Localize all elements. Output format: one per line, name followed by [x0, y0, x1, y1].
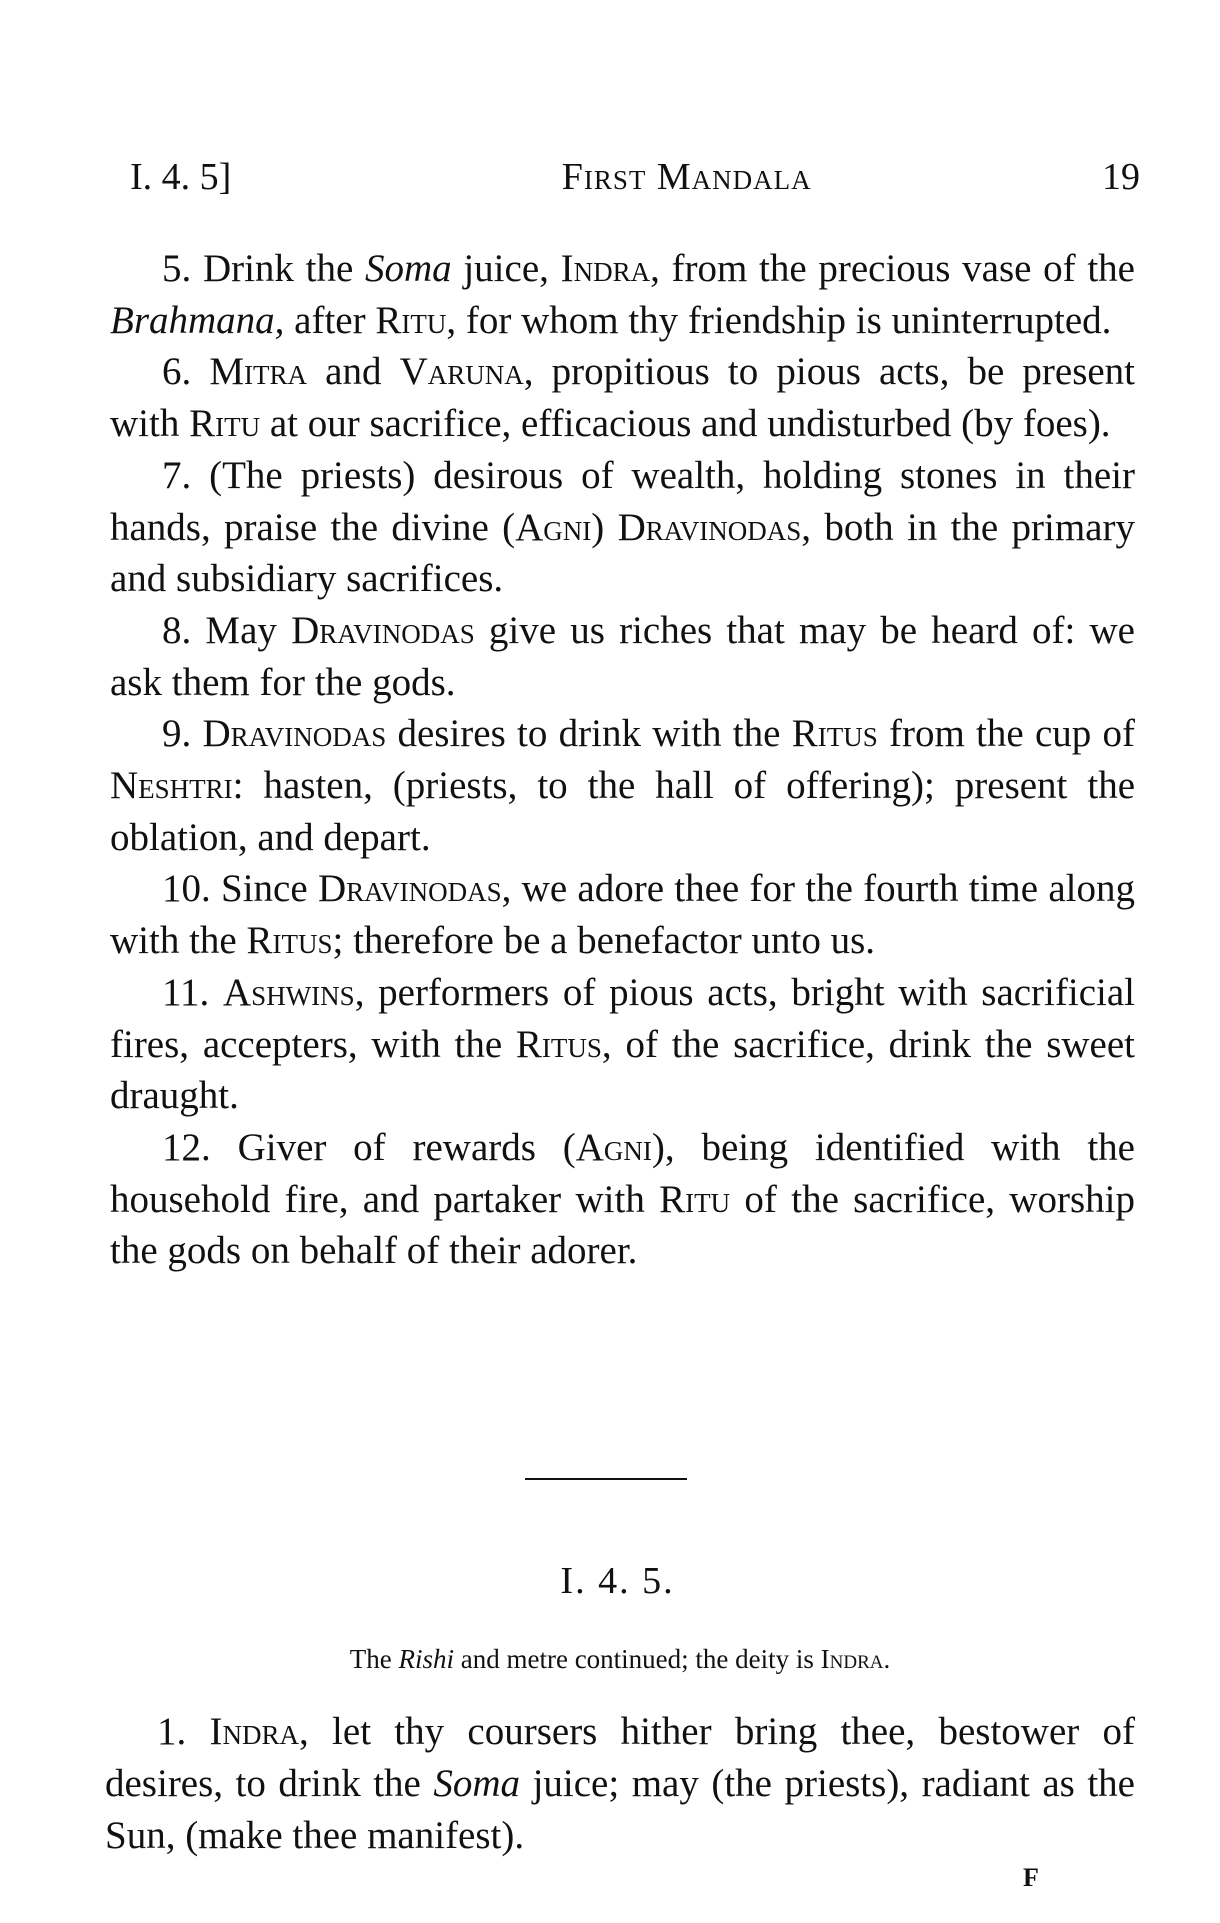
proper-name: Dravinodas: [317, 867, 502, 911]
text-run: juice; may (the priests), radiant as the Sun, (make thee manifest).: [105, 1762, 1135, 1857]
section-divider: [525, 1478, 687, 1480]
verse-7: [110, 450, 1135, 605]
verse-8: [110, 605, 1135, 708]
text-run: at our sacrifice, efficacious and undisturbed (by foes).: [260, 402, 1111, 446]
text-run: juice,: [451, 247, 561, 290]
verse-text: [105, 1706, 1135, 1862]
book-title: First Mandala: [561, 156, 812, 198]
text-run: ), being identified with the household fire, and partaker with: [110, 1125, 1135, 1221]
proper-name: Ritus: [246, 919, 333, 963]
section-reference: I. 4. 5]: [130, 156, 232, 198]
italic-term: Rishi: [398, 1644, 454, 1674]
verse-number: 11.: [162, 970, 210, 1014]
text-run: [209, 971, 223, 1014]
text-run: The: [349, 1644, 399, 1674]
proper-name: Ritu: [375, 298, 447, 342]
verse-number: 8.: [162, 608, 192, 652]
text-run: , both in the primary and subsidiary sacrifices.: [110, 505, 1135, 601]
text-run: ; therefore be a benefactor unto us.: [332, 919, 875, 963]
text-run: [191, 350, 209, 393]
text-run: , we adore thee for the fourth time along with the: [110, 867, 1135, 963]
verse-number: 6.: [162, 350, 192, 394]
text-run: [186, 1710, 209, 1753]
text-run: , of the sacrifice, drink the sweet draught.: [110, 1022, 1135, 1118]
verse-12: [110, 1122, 1135, 1277]
text-run: give us riches that may be heard of: we ask them for the gods.: [110, 608, 1135, 704]
text-run: (The priests) desirous of wealth, holding stones in their hands, praise the divine (: [110, 453, 1135, 549]
text-run: after: [284, 298, 376, 342]
verse-number: 12.: [162, 1125, 211, 1169]
text-run: , from the precious vase of the: [650, 247, 1135, 290]
text-run: May: [191, 608, 292, 652]
proper-name: Dravinodas: [202, 712, 387, 756]
verse-number: 9.: [162, 712, 192, 756]
text-run: , let thy coursers hither bring thee, bestower of desires, to drink the: [105, 1710, 1135, 1805]
text-run: : hasten, (priests, to the hall of offering); present the oblation, and depart.: [110, 764, 1135, 859]
text-run: from the cup of: [877, 712, 1136, 756]
proper-name: Neshtri: [110, 764, 233, 808]
verse-number: 7.: [162, 453, 192, 497]
text-run: Giver of rewards (: [210, 1125, 576, 1169]
proper-name: Ritu: [189, 402, 261, 446]
text-run: and metre continued; the deity is: [454, 1644, 821, 1674]
verse-list: [110, 243, 1135, 1277]
verse-10: [110, 863, 1135, 966]
italic-term: Brahmana,: [110, 298, 285, 342]
verse-9: [110, 708, 1135, 863]
text-run: of the sacrifice, worship the gods on behalf of their adorer.: [110, 1177, 1135, 1273]
text-run: Drink the: [191, 247, 365, 290]
text-run: .: [883, 1644, 891, 1674]
verse-5: [110, 243, 1135, 346]
text-run: and: [307, 350, 400, 394]
proper-name: Ritus: [791, 712, 878, 756]
text-run: Since: [210, 867, 318, 911]
running-head: [130, 158, 1140, 196]
proper-name: Indra: [560, 247, 651, 290]
proper-name: Ashwins: [223, 970, 355, 1014]
proper-name: Indra: [209, 1710, 300, 1753]
text-run: , for whom thy friendship is uninterrupted.: [446, 298, 1112, 342]
verse-number: 1.: [157, 1710, 187, 1753]
proper-name: Dravinodas: [291, 608, 475, 652]
text-run: , performers of pious acts, bright with sacrificial fires, accepters, with the: [110, 970, 1135, 1066]
proper-name: Varuna: [399, 350, 524, 394]
proper-name: Agni: [575, 1125, 652, 1169]
hymn-number: I. 4. 5.: [560, 1560, 675, 1602]
verse-11: [110, 967, 1135, 1122]
proper-name: Mitra: [209, 350, 308, 394]
proper-name: Indra: [820, 1644, 884, 1674]
verse-1: [105, 1706, 1135, 1862]
hymn-intro: [0, 1646, 1220, 1673]
proper-name: Dravinodas: [617, 505, 802, 549]
signature-mark: F: [1023, 1863, 1039, 1892]
italic-term: Soma: [433, 1762, 521, 1805]
verse-6: [110, 346, 1135, 449]
proper-name: Ritu: [659, 1177, 731, 1221]
page-number: 19: [1101, 156, 1140, 198]
proper-name: Agni: [515, 505, 592, 549]
italic-term: Soma: [364, 247, 452, 290]
text-run: ): [591, 505, 618, 549]
text-run: , propitious to pious acts, be present with: [110, 350, 1136, 446]
text-run: [191, 712, 202, 755]
text-run: desires to drink with the: [386, 712, 792, 756]
verse-number: 5.: [162, 247, 192, 290]
verse-number: 10.: [162, 867, 211, 911]
proper-name: Ritus: [515, 1022, 602, 1066]
